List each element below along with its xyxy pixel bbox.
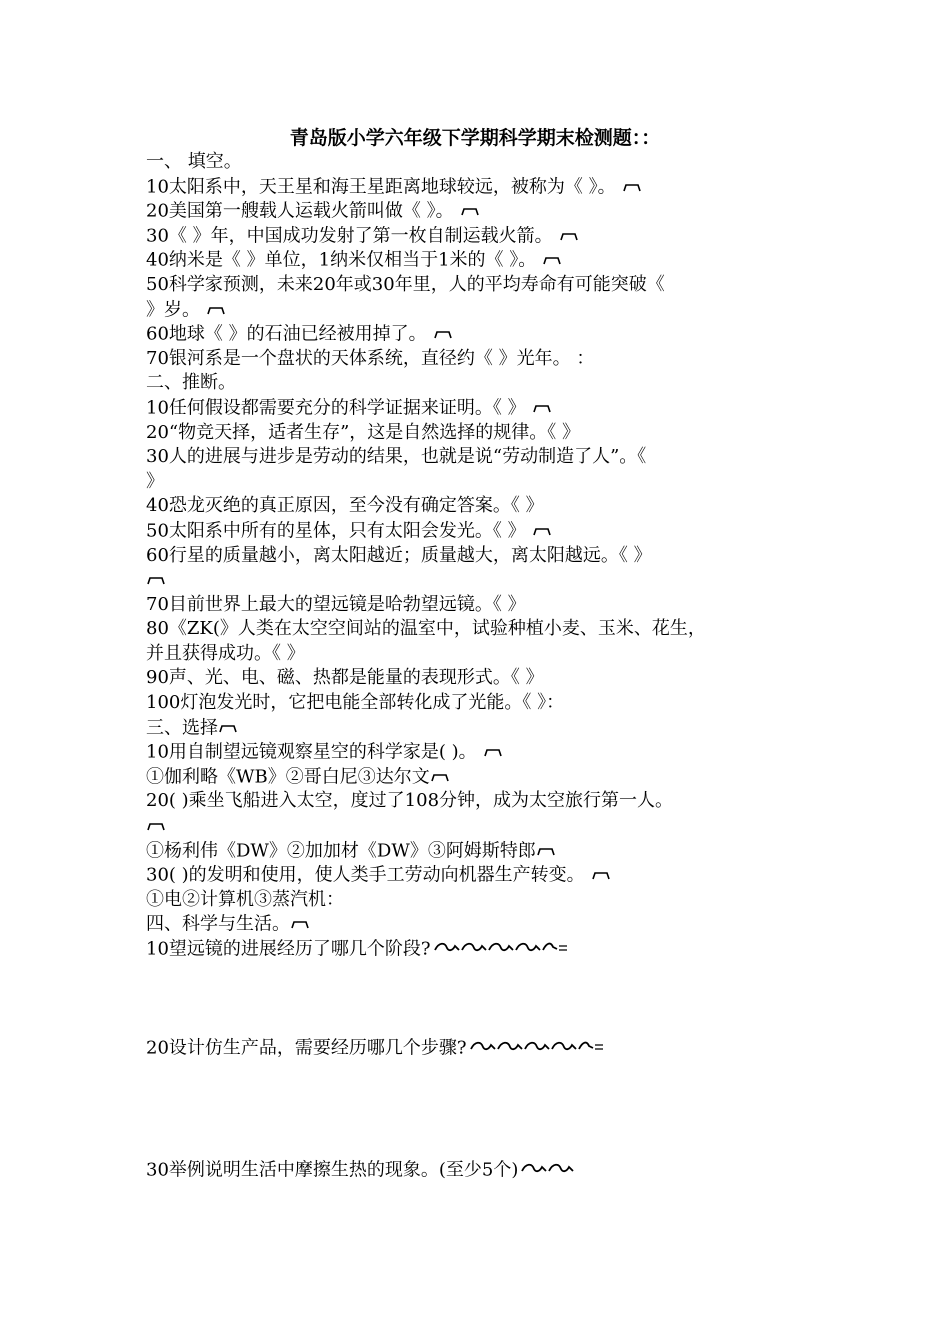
return-mark-icon <box>433 322 453 347</box>
return-mark-icon <box>460 199 480 224</box>
return-mark-icon <box>532 519 552 544</box>
choice-options: ①杨利伟《DW》②加加材《DW》③阿姆斯特郎 <box>146 839 826 864</box>
return-mark-icon <box>532 396 552 421</box>
judgement-item: 30人的进展与进步是劳动的结果，也就是说“劳动制造了人”。《 <box>146 446 647 468</box>
section-1-heading: 一、 填空。 <box>146 151 242 172</box>
judgement-item: 50太阳系中所有的星体，只有太阳会发光。《 》 <box>146 519 826 544</box>
choice-item: 30( )的发明和使用，使人类手工劳动向机器生产转变。 <box>146 863 826 888</box>
fill-blank-item: 40纳米是《 》单位，1纳米仅相当于1米的《 》。 <box>146 248 826 273</box>
scribble-mark-icon <box>469 1036 605 1061</box>
choice-item <box>146 814 826 839</box>
fill-blank-item: 70银河系是一个盘状的天体系统，直径约《 》光年。 ： <box>146 347 595 369</box>
choice-options: ①伽利略《WB》②哥白尼③达尔文 <box>146 765 826 790</box>
return-mark-icon <box>536 839 556 864</box>
section-4-heading: 四、科学与生活。 <box>146 912 826 937</box>
judgement-item: 70目前世界上最大的望远镜是哈勃望远镜。《 》 <box>146 593 526 615</box>
judgement-item: 90声、光、电、磁、热都是能量的表现形式。《 》 <box>146 667 544 689</box>
return-mark-icon <box>290 912 310 937</box>
fill-blank-item: 60地球《 》的石油已经被用掉了。 <box>146 322 826 347</box>
choice-options: ①电②计算机③蒸汽机： <box>146 888 344 910</box>
judgement-item: 100灯泡发光时，它把电能全部转化成了光能。《 》： <box>146 692 565 714</box>
return-mark-icon <box>559 224 579 249</box>
fill-blank-item: 》岁。 <box>146 298 826 323</box>
document-body <box>146 150 826 1183</box>
scribble-mark-icon <box>520 1158 576 1183</box>
return-mark-icon <box>622 175 642 200</box>
judgement-item <box>146 568 826 593</box>
judgement-item: 10任何假设都需要充分的科学证据来证明。《 》 <box>146 396 826 421</box>
return-mark-icon <box>218 716 238 741</box>
return-mark-icon <box>430 765 450 790</box>
section-3-heading: 三、选择 <box>146 716 826 741</box>
section-2-heading: 二、推断。 <box>146 372 236 394</box>
return-mark-icon <box>591 863 611 888</box>
choice-item: 10用自制望远镜观察星空的科学家是( )。 <box>146 740 826 765</box>
return-mark-icon <box>542 248 562 273</box>
judgement-item: 并且获得成功。《 》 <box>146 642 305 664</box>
judgement-item: 》 <box>146 470 164 492</box>
scribble-mark-icon <box>433 937 569 962</box>
return-mark-icon <box>483 740 503 765</box>
judgement-item: 40恐龙灭绝的真正原因，至今没有确定答案。《 》 <box>146 495 544 517</box>
fill-blank-item: 10太阳系中，天王星和海王星距离地球较远，被称为《 》。 <box>146 175 826 200</box>
question-1: 10望远镜的进展经历了哪几个阶段? <box>146 937 826 962</box>
fill-blank-item: 50科学家预测，未来20年或30年里，人的平均寿命有可能突破《 <box>146 273 665 295</box>
page-title: 青岛版小学六年级下学期科学期末检测题：： <box>289 127 661 149</box>
judgement-item: 80《ZK(》人类在太空空间站的温室中，试验种植小麦、玉米、花生， <box>146 618 706 640</box>
judgement-item: 60行星的质量越小，离太阳越近；质量越大，离太阳越远。《 》 <box>146 544 652 566</box>
return-mark-icon <box>206 298 226 323</box>
judgement-item: 20“物竞天择，适者生存”，这是自然选择的规律。《 》 <box>146 421 581 443</box>
fill-blank-item: 30《 》年，中国成功发射了第一枚自制运载火箭。 <box>146 224 826 249</box>
fill-blank-item: 20美国第一艘载人运载火箭叫做《 》。 <box>146 199 826 224</box>
return-mark-icon <box>146 568 166 593</box>
choice-item: 20( )乘坐飞船进入太空，度过了108分钟，成为太空旅行第一人。 <box>146 790 674 812</box>
return-mark-icon <box>146 814 166 839</box>
question-2: 20设计仿生产品，需要经历哪几个步骤? <box>146 1036 826 1061</box>
question-3: 30举例说明生活中摩擦生热的现象。(至少5个) <box>146 1158 826 1183</box>
